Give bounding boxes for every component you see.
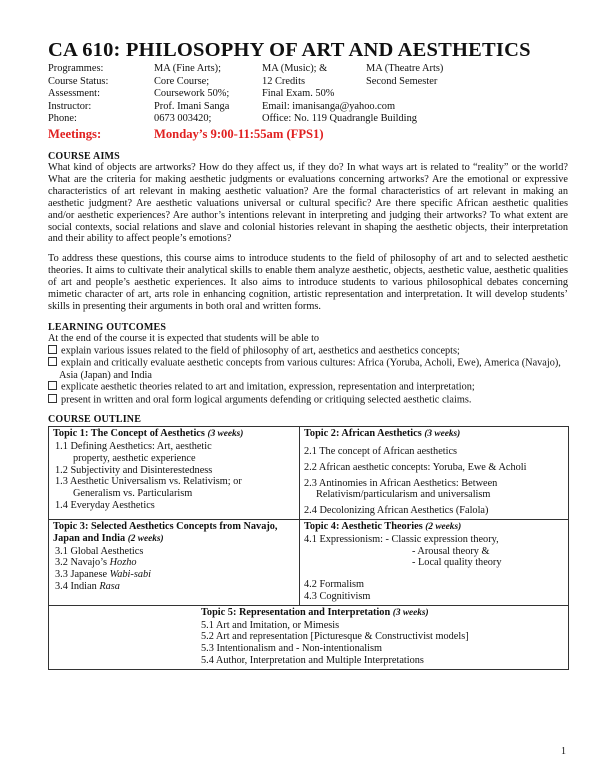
- info-row-assessment: Assessment: Coursework 50%; Final Exam. 50%: [48, 88, 335, 100]
- page-number: 1: [561, 746, 566, 757]
- document-page: [48, 38, 568, 670]
- topic-2-cell: Topic 2: African Aesthetics (3 weeks) 2.1 The concept of African aesthetics 2.2 African aesthetic concepts: Yoruba, Ewe & Acholi 2.3 Antinomies in African Aesthetics: Between Relativism/particularism and universalism 2.4 Decolonizing African Aesthetics (Falola): [300, 427, 569, 520]
- list-item: explicate aesthetic theories related to art and imitation, expression, representation and interpretation;: [48, 381, 568, 393]
- aims-heading: COURSE AIMS: [48, 150, 120, 162]
- list-item: explain and critically evaluate aesthetic concepts from various cultures: Africa (Yoruba, Acholi, Ewe), America (Navajo), Asia (Japan) and India: [48, 357, 568, 381]
- info-row-status: Course Status: Core Course; 12 Credits Second Semester: [48, 75, 438, 87]
- info-row-instructor: Instructor: Prof. Imani Sanga Email: imanisanga@yahoo.com: [48, 100, 396, 112]
- instructor-email[interactable]: Email: imanisanga@yahoo.com: [262, 100, 396, 112]
- topic-3-cell: Topic 3: Selected Aesthetics Concepts from Navajo, Japan and India (2 weeks) 3.1 Global Aesthetics 3.2 Navajo’s Hozho 3.3 Japanese Wabi-sabi 3.4 Indian Rasa: [49, 520, 300, 606]
- course-outline-table: [48, 426, 569, 670]
- course-info: [48, 63, 568, 142]
- checkbox-icon: [48, 345, 57, 354]
- outcomes-heading: LEARNING OUTCOMES: [48, 321, 167, 333]
- checkbox-icon: [48, 381, 57, 390]
- aims-paragraph-2: To address these questions, this course aims to introduce students to the field of philosophy of art and to selected aesthetic theories. It aims to cultivate their analytical skills to enable them analyze aesthetic, objects, aesthetic value, aesthetic qualities of art and people’s aesthetic experiences. It also aims to introduce students to various philosophical debates concerning mimetic character of art, arts role in enhancing cognition, artistic representation and interpretation. It will develop students’ skills in presenting their arguments in both oral and written forms.: [48, 253, 568, 312]
- outcomes-list: [48, 345, 568, 407]
- meetings-time: Monday’s 9:00-11:55am (FPS1): [154, 126, 324, 141]
- list-item: explain various issues related to the field of philosophy of art, aesthetics and aesthetics concepts;: [48, 345, 568, 357]
- topic-1-cell: Topic 1: The Concept of Aesthetics (3 weeks) 1.1 Defining Aesthetics: Art, aesthetic property, aesthetic experience 1.2 Subjectivity and Disinterestedness 1.3 Aesthetic Universalism vs. Relativism; or Generalism vs. Particularism 1.4 Everyday Aesthetics: [49, 427, 300, 520]
- outcomes-intro: At the end of the course it is expected that students will be able to: [48, 332, 320, 344]
- outline-heading: COURSE OUTLINE: [48, 414, 142, 426]
- info-row-phone: Phone: 0673 003420; Office: No. 119 Quadrangle Building: [48, 113, 417, 125]
- list-item: present in written and oral form logical arguments defending or critiquing selected aesthetic claims.: [48, 394, 568, 406]
- info-row-programmes: Programmes: MA (Fine Arts); MA (Music); & MA (Theatre Arts): [48, 63, 444, 74]
- checkbox-icon: [48, 357, 57, 366]
- topic-4-cell: Topic 4: Aesthetic Theories (2 weeks) 4.1 Expressionism: - Classic expression theory, - Arousal theory & - Local quality theory 4.2 Formalism 4.3 Cognitivism: [300, 520, 569, 606]
- topic-5-cell: Topic 5: Representation and Interpretation (3 weeks) 5.1 Art and Imitation, or Mimesis 5.2 Art and representation [Picturesque & Constructivist models] 5.3 Intentionalism and - Non-intentionalism 5.4 Author, Interpretation and Multiple Interpretations: [49, 605, 569, 669]
- meetings-row: [48, 126, 568, 142]
- course-title: CA 610: PHILOSOPHY OF ART AND AESTHETICS: [48, 39, 531, 61]
- aims-paragraph-1: What kind of objects are artworks? How do they affect us, if they do? In what ways art is related to “reality” or the world? What are the criteria for making aesthetic judgments or evaluations concerning artworks? Are the emotional or expressive characteristics of art relevant in making aesthetic valuation? Are the formal characteristics of art relevant in making an aesthetic judgment? Are aesthetic valuations universal or cultural specific? Are there specific African aesthetic qualities and/or aesthetic experiences? Are author’s intentions relevant in interpreting and judging their artworks? To what extent are social contexts, social relations and slave and colonial histories relevant in shaping the aesthetic objects, their interpretation and their ability to affect people’s emotions?: [48, 161, 568, 245]
- checkbox-icon: [48, 394, 57, 403]
- meetings-label: Meetings:: [48, 126, 102, 141]
